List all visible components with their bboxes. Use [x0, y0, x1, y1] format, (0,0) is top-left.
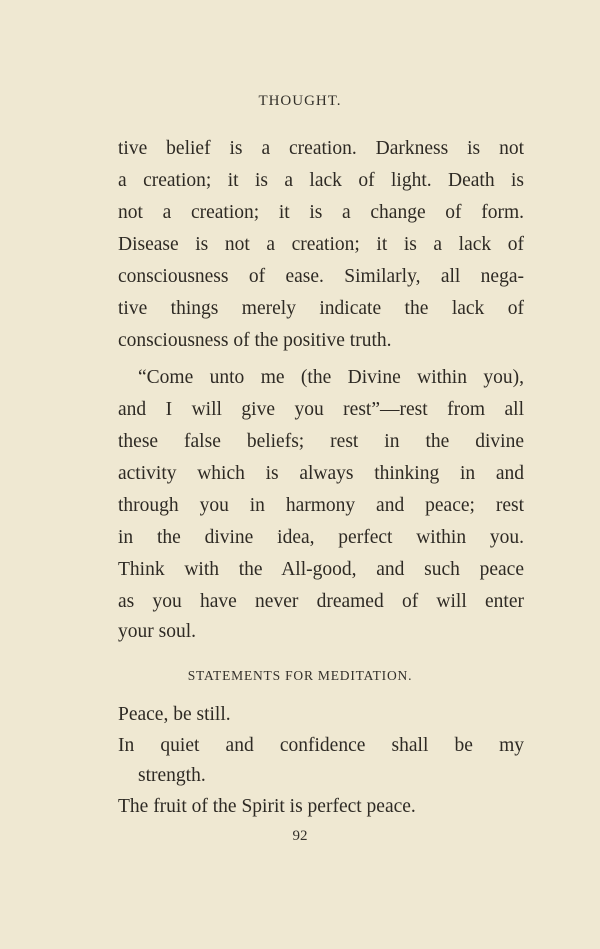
statement-2-continued: strength. [138, 765, 206, 786]
statement-1: Peace, be still. [118, 704, 231, 725]
text-line: a creation; it is a lack of light. Death is [118, 170, 524, 191]
text-line: consciousness of the positive truth. [118, 330, 392, 351]
text-line: “Come unto me (the Divine within you), [138, 367, 524, 388]
text-line: activity which is always thinking in and [118, 463, 524, 484]
text-line: Think with the All-good, and such peace [118, 559, 524, 580]
text-line: as you have never dreamed of will enter [118, 591, 524, 612]
text-line: these false beliefs; rest in the divine [118, 431, 524, 452]
page-number: 92 [292, 828, 308, 844]
text-line: in the divine idea, perfect within you. [118, 527, 524, 548]
text-line: consciousness of ease. Similarly, all nega- [118, 266, 524, 287]
text-line: your soul. [118, 621, 196, 642]
statement-3: The fruit of the Spirit is perfect peace. [118, 796, 416, 817]
text-line: Disease is not a creation; it is a lack of [118, 234, 524, 255]
text-line: through you in harmony and peace; rest [118, 495, 524, 516]
text-line: and I will give you rest”—rest from all [118, 399, 524, 420]
running-header: THOUGHT. [258, 93, 342, 109]
statement-2: In quiet and confidence shall be my [118, 735, 524, 756]
section-heading: STATEMENTS FOR MEDITATION. [187, 668, 413, 683]
text-line: not a creation; it is a change of form. [118, 202, 524, 223]
text-line: tive things merely indicate the lack of [118, 298, 524, 319]
text-line: tive belief is a creation. Darkness is not [118, 138, 524, 159]
